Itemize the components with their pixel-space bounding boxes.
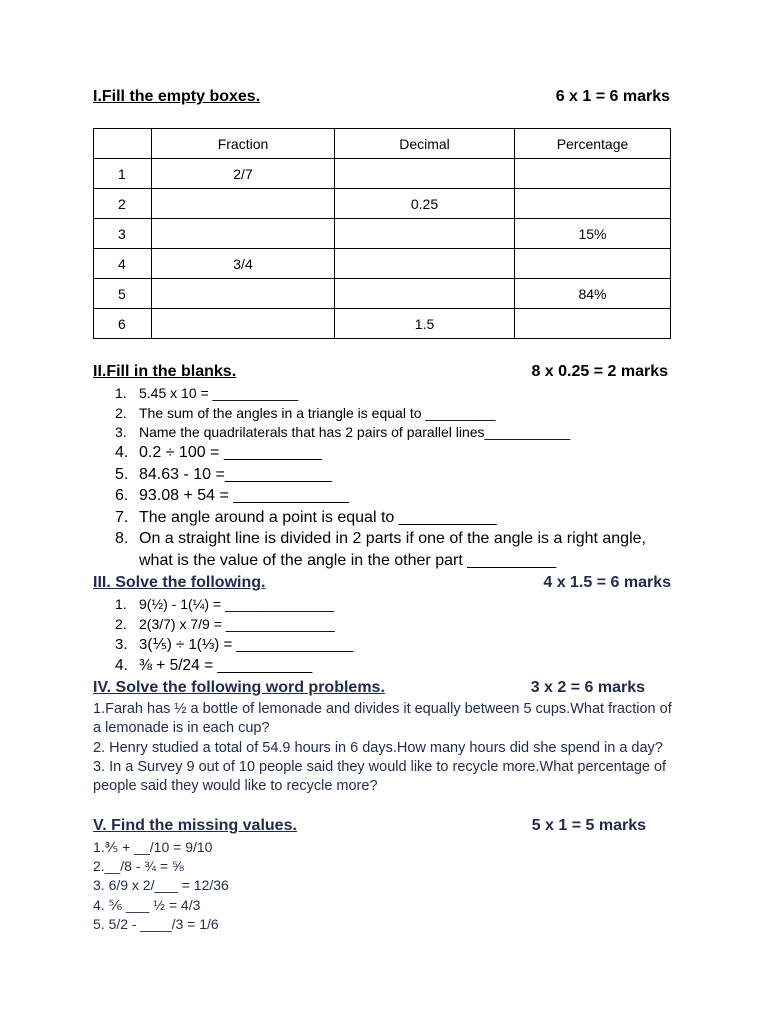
list-item: 4. 0.2 ÷ 100 = ___________ <box>115 444 322 461</box>
header-cell <box>94 129 152 159</box>
section-3-marks: 4 x 1.5 = 6 marks <box>543 574 671 591</box>
table-row <box>94 219 671 249</box>
blanks-list-a <box>93 384 570 443</box>
decimal-cell <box>335 219 515 249</box>
section-2-header <box>93 363 668 381</box>
table-row <box>94 189 671 219</box>
conversion-table <box>93 128 671 339</box>
header-percentage: Percentage <box>515 129 671 159</box>
decimal-cell: 0.25 <box>335 189 515 219</box>
fraction-cell <box>152 279 335 309</box>
section-4-title: IV. Solve the following word problems. <box>93 679 385 696</box>
list-item: 2.__/8 - ¾ = ⅝ <box>93 858 184 875</box>
list-item: 6. 93.08 + 54 = _____________ <box>115 487 349 504</box>
row-number: 3 <box>94 219 152 249</box>
list-item: 3. Name the quadrilaterals that has 2 pairs of parallel lines___________ <box>115 424 571 440</box>
row-number: 2 <box>94 189 152 219</box>
question-text: The angle around a point is equal to ___________ <box>139 508 497 526</box>
decimal-cell <box>335 279 515 309</box>
list-item: 3. 3(⅕) ÷ 1(⅓) = ______________ <box>115 636 354 653</box>
missing-values-list <box>93 838 229 934</box>
table-row <box>94 249 671 279</box>
list-item: 7. The angle around a point is equal to ___________ <box>115 508 497 526</box>
section-4-header <box>93 679 645 697</box>
row-number: 4 <box>94 249 152 279</box>
percentage-cell <box>515 309 671 339</box>
list-item: 8. On a straight line is divided in 2 parts if one of the angle is a right angle, what is the value of the angle in the other part __________ <box>115 530 646 569</box>
section-4-marks: 3 x 2 = 6 marks <box>530 679 645 696</box>
section-5-title: V. Find the missing values. <box>93 817 297 834</box>
word-problems <box>93 700 673 796</box>
list-item: 5. 84.63 - 10 =____________ <box>115 465 332 483</box>
section-2-marks: 8 x 0.25 = 2 marks <box>531 363 668 380</box>
section-5-header <box>93 817 646 835</box>
decimal-cell <box>335 159 515 189</box>
fraction-cell: 2/7 <box>152 159 335 189</box>
list-item: 4. ⅜ + 5/24 = ___________ <box>115 657 313 674</box>
section-5-marks: 5 x 1 = 5 marks <box>531 817 646 834</box>
header-fraction: Fraction <box>152 129 335 159</box>
percentage-cell <box>515 249 671 279</box>
question-text: Name the quadrilaterals that has 2 pairs of parallel lines___________ <box>139 424 571 440</box>
word-problem: 3. In a Survey 9 out of 10 people said they would like to recycle more.What percentage of people said they would like to recycle more? <box>93 758 667 795</box>
header-decimal: Decimal <box>335 129 515 159</box>
table-row <box>94 159 671 189</box>
question-text: 93.08 + 54 = _____________ <box>139 487 349 504</box>
question-text: 84.63 - 10 =____________ <box>139 465 332 483</box>
row-number: 5 <box>94 279 152 309</box>
table-header-row <box>94 129 671 159</box>
question-text: 2(3/7) x 7/9 = ______________ <box>139 615 335 632</box>
blanks-list-b <box>93 442 673 571</box>
section-3-title: III. Solve the following. <box>93 574 266 591</box>
row-number: 1 <box>94 159 152 189</box>
list-item: 1. 5.45 x 10 = ___________ <box>115 385 299 401</box>
list-item: 3. 6/9 x 2/___ = 12/36 <box>93 877 229 894</box>
list-item: 1.⅗ + __/10 = 9/10 <box>93 839 213 855</box>
word-problem: 1.Farah has ½ a bottle of lemonade and divides it equally between 5 cups.What fraction of a lemonade is in each cup? <box>93 701 672 737</box>
question-text: 3(⅕) ÷ 1(⅓) = ______________ <box>139 636 354 653</box>
list-item: 4. ⅚ ___ ½ = 4/3 <box>93 896 201 913</box>
fraction-cell <box>152 309 335 339</box>
fraction-cell <box>152 219 335 249</box>
list-item: 1. 9(½) - 1(¼) = ______________ <box>115 596 334 612</box>
decimal-cell: 1.5 <box>335 309 515 339</box>
section-1-marks: 6 x 1 = 6 marks <box>555 88 670 105</box>
row-number: 6 <box>94 309 152 339</box>
section-3-header <box>93 574 671 592</box>
fraction-cell <box>152 189 335 219</box>
question-text: 9(½) - 1(¼) = ______________ <box>139 596 334 612</box>
question-text: ⅜ + 5/24 = ___________ <box>139 657 313 674</box>
percentage-cell <box>515 159 671 189</box>
section-2-title: II.Fill in the blanks. <box>93 363 237 380</box>
percentage-cell: 15% <box>515 219 671 249</box>
list-item: 2. The sum of the angles in a triangle is equal to _________ <box>115 404 496 421</box>
section-1-title: I.Fill the empty boxes. <box>93 88 261 105</box>
decimal-cell <box>335 249 515 279</box>
list-item: 5. 5/2 - ____/3 = 1/6 <box>93 915 219 932</box>
question-text: On a straight line is divided in 2 parts if one of the angle is a right angle, what is the value of the angle in the other part __________ <box>139 530 646 569</box>
question-text: The sum of the angles in a triangle is equal to _________ <box>139 404 496 421</box>
percentage-cell: 84% <box>515 279 671 309</box>
table-row <box>94 279 671 309</box>
word-problem: 2. Henry studied a total of 54.9 hours in 6 days.How many hours did she spend in a day? <box>93 739 663 756</box>
solve-list <box>93 595 353 676</box>
list-item: 2. 2(3/7) x 7/9 = ______________ <box>115 615 335 632</box>
table-row <box>94 309 671 339</box>
question-text: 5.45 x 10 = ___________ <box>139 385 299 401</box>
section-1-header <box>93 88 670 106</box>
percentage-cell <box>515 189 671 219</box>
fraction-cell: 3/4 <box>152 249 335 279</box>
question-text: 0.2 ÷ 100 = ___________ <box>139 444 322 461</box>
